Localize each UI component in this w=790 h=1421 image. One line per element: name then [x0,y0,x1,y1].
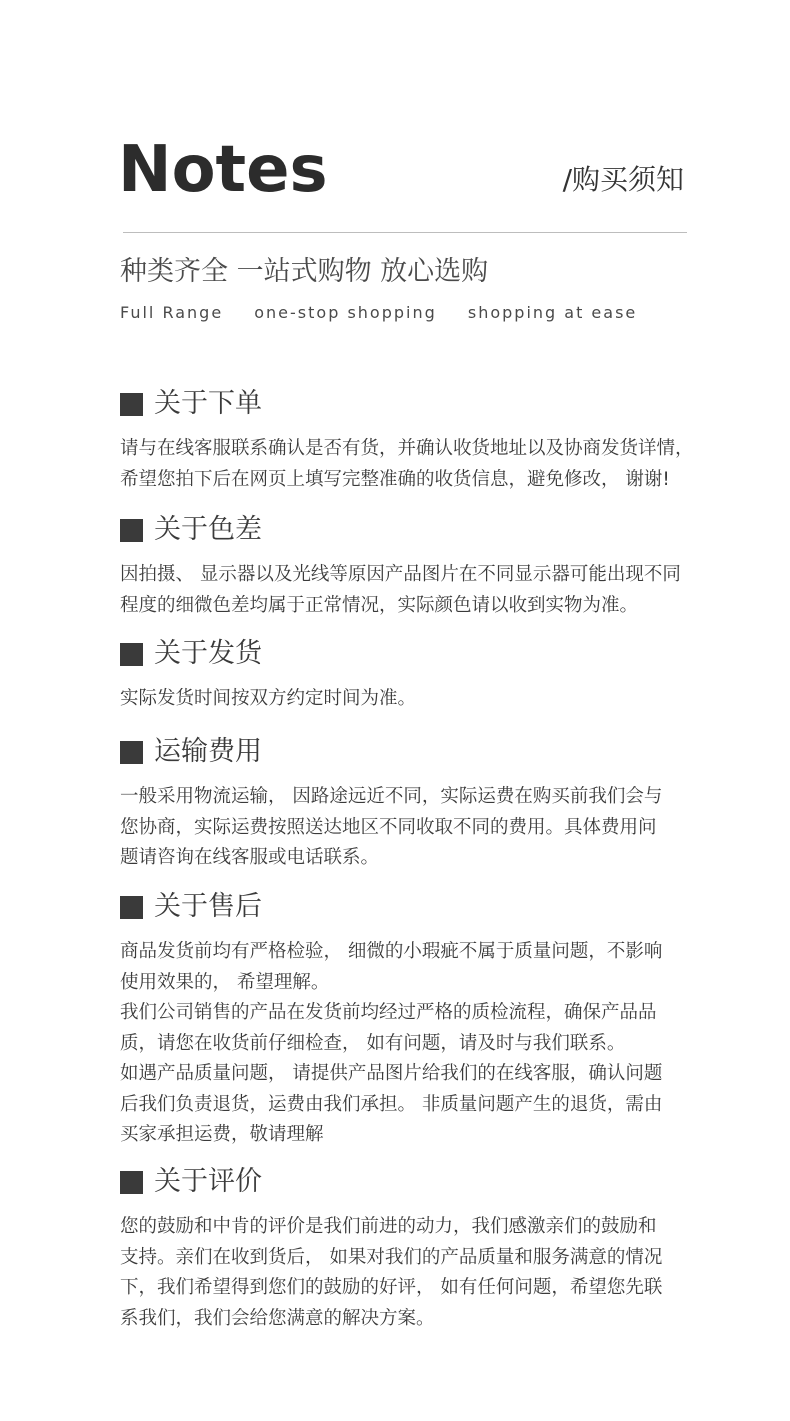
section-text-line: 如遇产品质量问题， 请提供产品图片给我们的在线客服，确认问题 [120,1063,663,1084]
section-header [120,634,700,674]
section-body [120,684,700,715]
slogan-english-item: one-stop shopping [254,303,437,322]
section-title: 关于评价 [154,1166,262,1197]
section-header [120,510,700,550]
slogan-english-item: Full Range [120,303,224,322]
square-bullet-icon [120,519,143,542]
slogan-english-item: shopping at ease [467,303,638,322]
section-after-sales [120,887,700,1151]
section-shipping [120,634,700,715]
square-bullet-icon [120,643,143,666]
square-bullet-icon [120,1171,143,1194]
section-text-line: 您协商，实际运费按照送达地区不同收取不同的费用。具体费用问 [120,816,657,838]
section-header [120,732,700,772]
section-text-line: 题请咨询在线客服或电话联系。 [120,847,380,868]
section-color-difference [120,510,700,621]
slogan-english [120,301,661,325]
section-text-line: 请与在线客服联系确认是否有货，并确认收货地址以及协商发货详情， [120,438,694,459]
section-body [120,782,700,874]
section-reviews [120,1162,700,1334]
section-body [120,1212,700,1334]
section-text-line: 系我们，我们会给您满意的解决方案。 [120,1307,435,1329]
square-bullet-icon [120,393,143,416]
page-title: Notes [118,133,328,207]
page-subtitle: /购买须知 [562,163,684,196]
section-title: 关于发货 [154,638,262,669]
page-header [118,130,688,240]
section-header [120,887,700,927]
section-body [120,560,700,621]
section-text-line: 一般采用物流运输， 因路途远近不同，实际运费在购买前我们会与 [120,786,663,807]
square-bullet-icon [120,741,143,764]
section-text-line: 后我们负责退货，运费由我们承担。 非质量问题产生的退货，需由 [120,1093,663,1115]
section-text-line: 下，我们希望得到您们的鼓励的好评， 如有任何问题，希望您先联 [120,1277,663,1298]
section-body [120,937,700,1151]
section-text-line: 因拍摄、 显示器以及光线等原因产品图片在不同显示器可能出现不同 [120,564,681,585]
section-shipping-cost [120,732,700,874]
section-text-line: 质，请您在收货前仔细检查， 如有问题，请及时与我们联系。 [120,1032,626,1054]
section-text-line: 买家承担运费，敬请理解 [120,1124,324,1145]
section-title: 关于色差 [154,514,262,545]
section-title: 关于下单 [154,388,262,419]
square-bullet-icon [120,896,143,919]
section-text-line: 程度的细微色差均属于正常情况，实际颜色请以收到实物为准。 [120,594,639,616]
section-ordering [120,384,700,495]
header-divider [123,232,687,233]
section-text-line: 我们公司销售的产品在发货前均经过严格的质检流程，确保产品品 [120,1002,657,1023]
section-text-line: 希望您拍下后在网页上填写完整准确的收货信息，避免修改， 谢谢! [120,468,670,490]
section-text-line: 您的鼓励和中肯的评价是我们前进的动力，我们感激亲们的鼓励和 [120,1216,657,1237]
section-text-line: 支持。亲们在收到货后， 如果对我们的产品质量和服务满意的情况 [120,1246,663,1268]
section-header [120,1162,700,1202]
section-title: 运输费用 [154,736,262,767]
section-header [120,384,700,424]
section-body [120,434,700,495]
section-text-line: 使用效果的， 希望理解。 [120,971,330,993]
slogan-chinese: 种类齐全 一站式购物 放心选购 [120,256,489,287]
section-title: 关于售后 [154,891,262,922]
section-text-line: 商品发货前均有严格检验， 细微的小瑕疵不属于质量问题，不影响 [120,941,663,962]
section-text-line: 实际发货时间按双方约定时间为准。 [120,688,417,709]
